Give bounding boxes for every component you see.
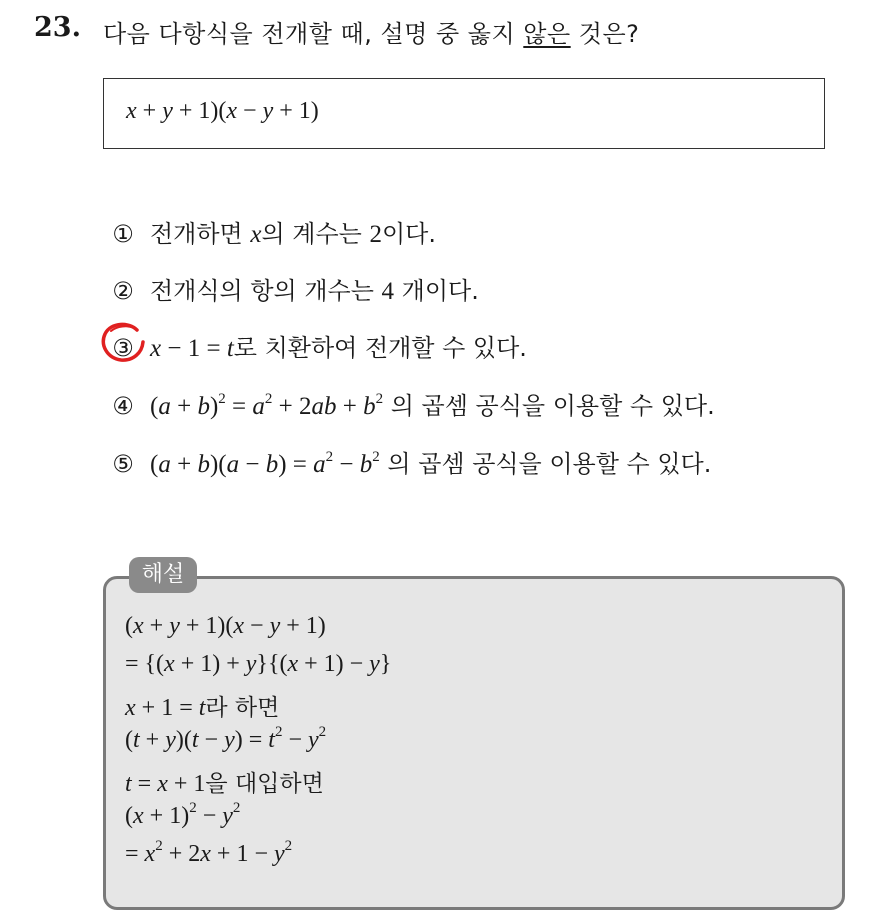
solution-line-7: = $x^2 + 2x + 1 - y^2$ (125, 838, 293, 867)
choice-number: ② (112, 277, 134, 305)
expression-box (103, 78, 825, 149)
solution-label: 해설 (129, 557, 197, 593)
solution-line-3: x + 1 = t라 하면 (125, 695, 280, 721)
solution-line-4: $(t + y)(t - y) = t^2 - y^2$ (125, 724, 327, 753)
choice-number: ① (112, 220, 134, 248)
solution-line-2: = {(x + 1) + y}{(x + 1) − y} (125, 651, 392, 677)
solution-line-1: (x + y + 1)(x − y + 1) (125, 613, 326, 639)
answer-mark-circle (99, 320, 147, 364)
choice-3[interactable]: ③ x − 1 = t로 치환하여 전개할 수 있다. (108, 328, 527, 363)
choice-1[interactable]: ① 전개하면 x의 계수는 2이다. (108, 214, 436, 249)
solution-line-5: t = x + 1을 대입하면 (125, 771, 324, 797)
question-text (103, 14, 639, 49)
question-text-before: 다음 다항식을 전개할 때, 설명 중 옳지 (103, 20, 524, 48)
question-text-after: 것은? (570, 20, 640, 48)
question-text-underlined: 않은 (523, 20, 571, 48)
question-number: 23. (34, 12, 81, 43)
choice-number: ④ (112, 392, 134, 420)
choice-number: ③ (112, 334, 134, 362)
solution-line-6: $(x + 1)^2 - y^2$ (125, 800, 241, 829)
expression: x + y + 1)(x − y + 1) (126, 98, 319, 124)
choice-5[interactable]: ⑤ $(a + b)(a - b) = a^2 - b^2$ 의 곱셈 공식을 이용할 수 있다. (108, 444, 711, 479)
choice-number: ⑤ (112, 450, 134, 478)
choice-2[interactable]: ② 전개식의 항의 개수는 4 개이다. (108, 271, 479, 306)
choice-4[interactable]: ④ $(a + b)^2 = a^2 + 2ab + b^2$ 의 곱셈 공식을 이용할 수 있다. (108, 386, 715, 421)
